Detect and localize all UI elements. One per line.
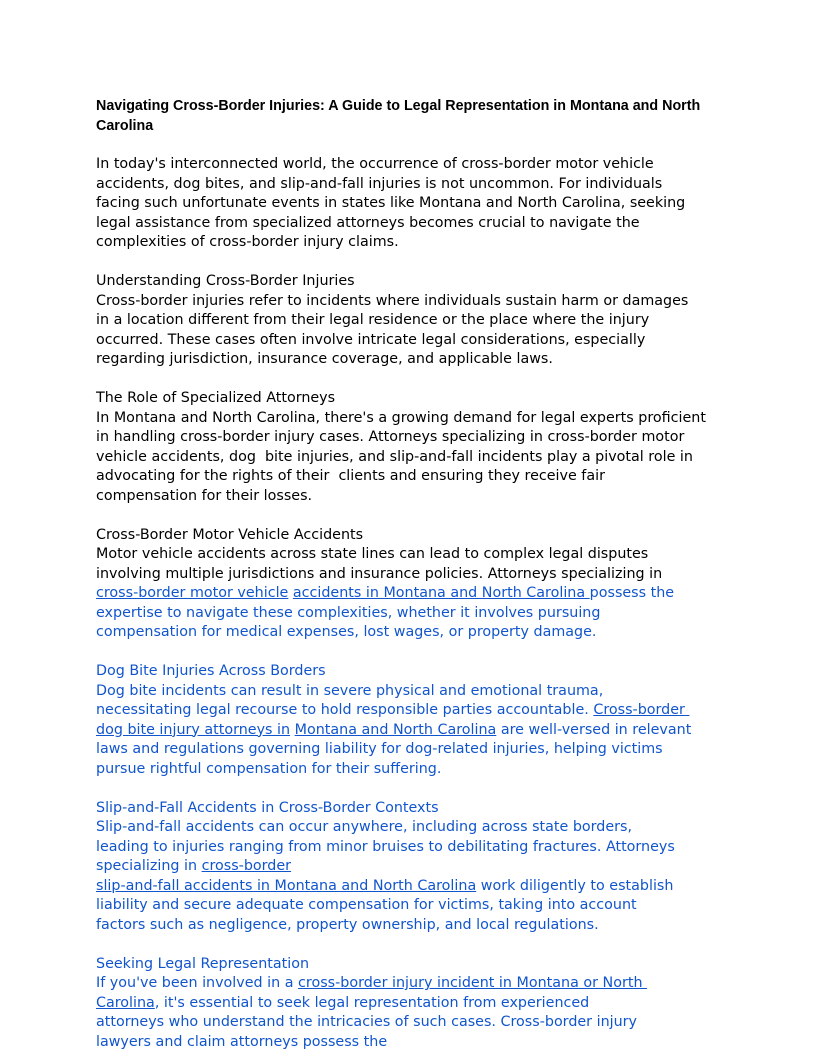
text-line: compensation for their losses. bbox=[96, 487, 313, 504]
motor-vehicle-montana-nc-link[interactable]: accidents in Montana and North Carolina bbox=[292, 585, 590, 601]
section-heading: Seeking Legal Representation bbox=[96, 955, 310, 972]
text-line: factors such as negligence, property ownership, and local regulations. bbox=[96, 916, 599, 933]
text-line bbox=[96, 994, 726, 1014]
section-understanding bbox=[96, 272, 726, 370]
text-line: In today's interconnected world, the occurrence of cross-border motor vehicle bbox=[96, 156, 654, 172]
text-line: complexities of cross-border injury claims. bbox=[96, 234, 399, 250]
text-line: regarding jurisdiction, insurance coverage, and applicable laws. bbox=[96, 351, 553, 367]
text-line: advocating for the rights of their clients and ensuring they receive fair bbox=[96, 468, 605, 484]
section-dog-bite bbox=[96, 662, 726, 779]
text-line: accidents, dog bites, and slip-and-fall injuries is not uncommon. For individuals bbox=[96, 175, 663, 192]
section-heading: Dog Bite Injuries Across Borders bbox=[96, 663, 326, 679]
cross-border-link[interactable]: cross-border bbox=[201, 858, 292, 874]
document-title: Navigating Cross-Border Injuries: A Guide to Legal Representation in Montana and North Carolina bbox=[96, 98, 701, 134]
text-line: pursue rightful compensation for their suffering. bbox=[96, 760, 442, 777]
section-seeking-representation bbox=[96, 955, 726, 1053]
text-line: legal assistance from specialized attorneys becomes crucial to navigate the bbox=[96, 214, 640, 231]
slip-and-fall-montana-nc-link[interactable]: slip-and-fall accidents in Montana and North Carolina bbox=[96, 877, 477, 894]
text-line: involving multiple jurisdictions and insurance policies. Attorneys specializing in bbox=[96, 565, 663, 582]
montana-nc-link[interactable]: Montana and North Carolina bbox=[294, 721, 497, 738]
text-line bbox=[96, 721, 726, 741]
cross-border-dog-bite-link[interactable]: Cross-border bbox=[593, 702, 690, 718]
section-heading: Slip-and-Fall Accidents in Cross-Border Contexts bbox=[96, 799, 439, 816]
text-line: in a location different from their legal residence or the place where the injury bbox=[96, 312, 650, 328]
text-line: lawyers and claim attorneys possess the bbox=[96, 1033, 388, 1050]
text-run: are well-versed in relevant bbox=[496, 721, 692, 738]
document-body bbox=[96, 96, 726, 1056]
cross-border-injury-incident-link[interactable]: cross-border injury incident in Montana or North bbox=[298, 975, 648, 991]
text-line: attorneys who understand the intricacies of such cases. Cross-border injury bbox=[96, 1014, 638, 1030]
section-role bbox=[96, 389, 726, 506]
text-line: Motor vehicle accidents across state lines can lead to complex legal disputes bbox=[96, 546, 649, 562]
text-line: in handling cross-border injury cases. Attorneys specializing in cross-border motor bbox=[96, 429, 685, 445]
carolina-link[interactable]: Carolina bbox=[96, 994, 155, 1011]
text-line: In Montana and North Carolina, there's a growing demand for legal experts proficient bbox=[96, 409, 706, 426]
text-line bbox=[96, 584, 726, 604]
text-run: If you've been involved in a bbox=[96, 975, 299, 991]
text-run: , it's essential to seek legal representation from experienced bbox=[154, 994, 590, 1011]
section-motor-vehicle bbox=[96, 526, 726, 643]
text-run: specializing in bbox=[96, 858, 202, 874]
text-line: leading to injuries ranging from minor bruises to debilitating fractures. Attorneys bbox=[96, 838, 675, 855]
text-line: liability and secure adequate compensation for victims, taking into account bbox=[96, 897, 637, 913]
section-heading: Cross-Border Motor Vehicle Accidents bbox=[96, 526, 364, 543]
text-line: vehicle accidents, dog bite injuries, and slip-and-fall incidents play a pivotal role in bbox=[96, 448, 693, 465]
text-line: laws and regulations governing liability for dog-related injuries, helping victims bbox=[96, 741, 663, 757]
section-heading: The Role of Specialized Attorneys bbox=[96, 390, 336, 406]
text-line: expertise to navigate these complexities, whether it involves pursuing bbox=[96, 604, 601, 621]
section-heading: Understanding Cross-Border Injuries bbox=[96, 273, 355, 289]
text-line bbox=[96, 857, 726, 877]
text-run: possess the bbox=[589, 585, 675, 601]
text-line bbox=[96, 701, 726, 721]
text-run: work diligently to establish bbox=[476, 877, 674, 894]
text-line: occurred. These cases often involve intricate legal considerations, especially bbox=[96, 331, 646, 348]
text-line: compensation for medical expenses, lost wages, or property damage. bbox=[96, 624, 597, 640]
text-line bbox=[96, 974, 726, 994]
text-line: facing such unfortunate events in states like Montana and North Carolina, seeking bbox=[96, 195, 686, 211]
text-line: Cross-border injuries refer to incidents where individuals sustain harm or damages bbox=[96, 292, 689, 309]
motor-vehicle-link[interactable]: cross-border motor vehicle bbox=[96, 585, 289, 601]
section-slip-and-fall bbox=[96, 799, 726, 936]
text-line: Dog bite incidents can result in severe physical and emotional trauma, bbox=[96, 682, 604, 699]
intro-paragraph bbox=[96, 155, 726, 253]
text-run: necessitating legal recourse to hold responsible parties accountable. bbox=[96, 702, 594, 718]
text-line bbox=[96, 877, 726, 897]
text-line: Slip-and-fall accidents can occur anywhere, including across state borders, bbox=[96, 819, 633, 835]
dog-bite-attorneys-link[interactable]: dog bite injury attorneys in bbox=[96, 721, 291, 738]
